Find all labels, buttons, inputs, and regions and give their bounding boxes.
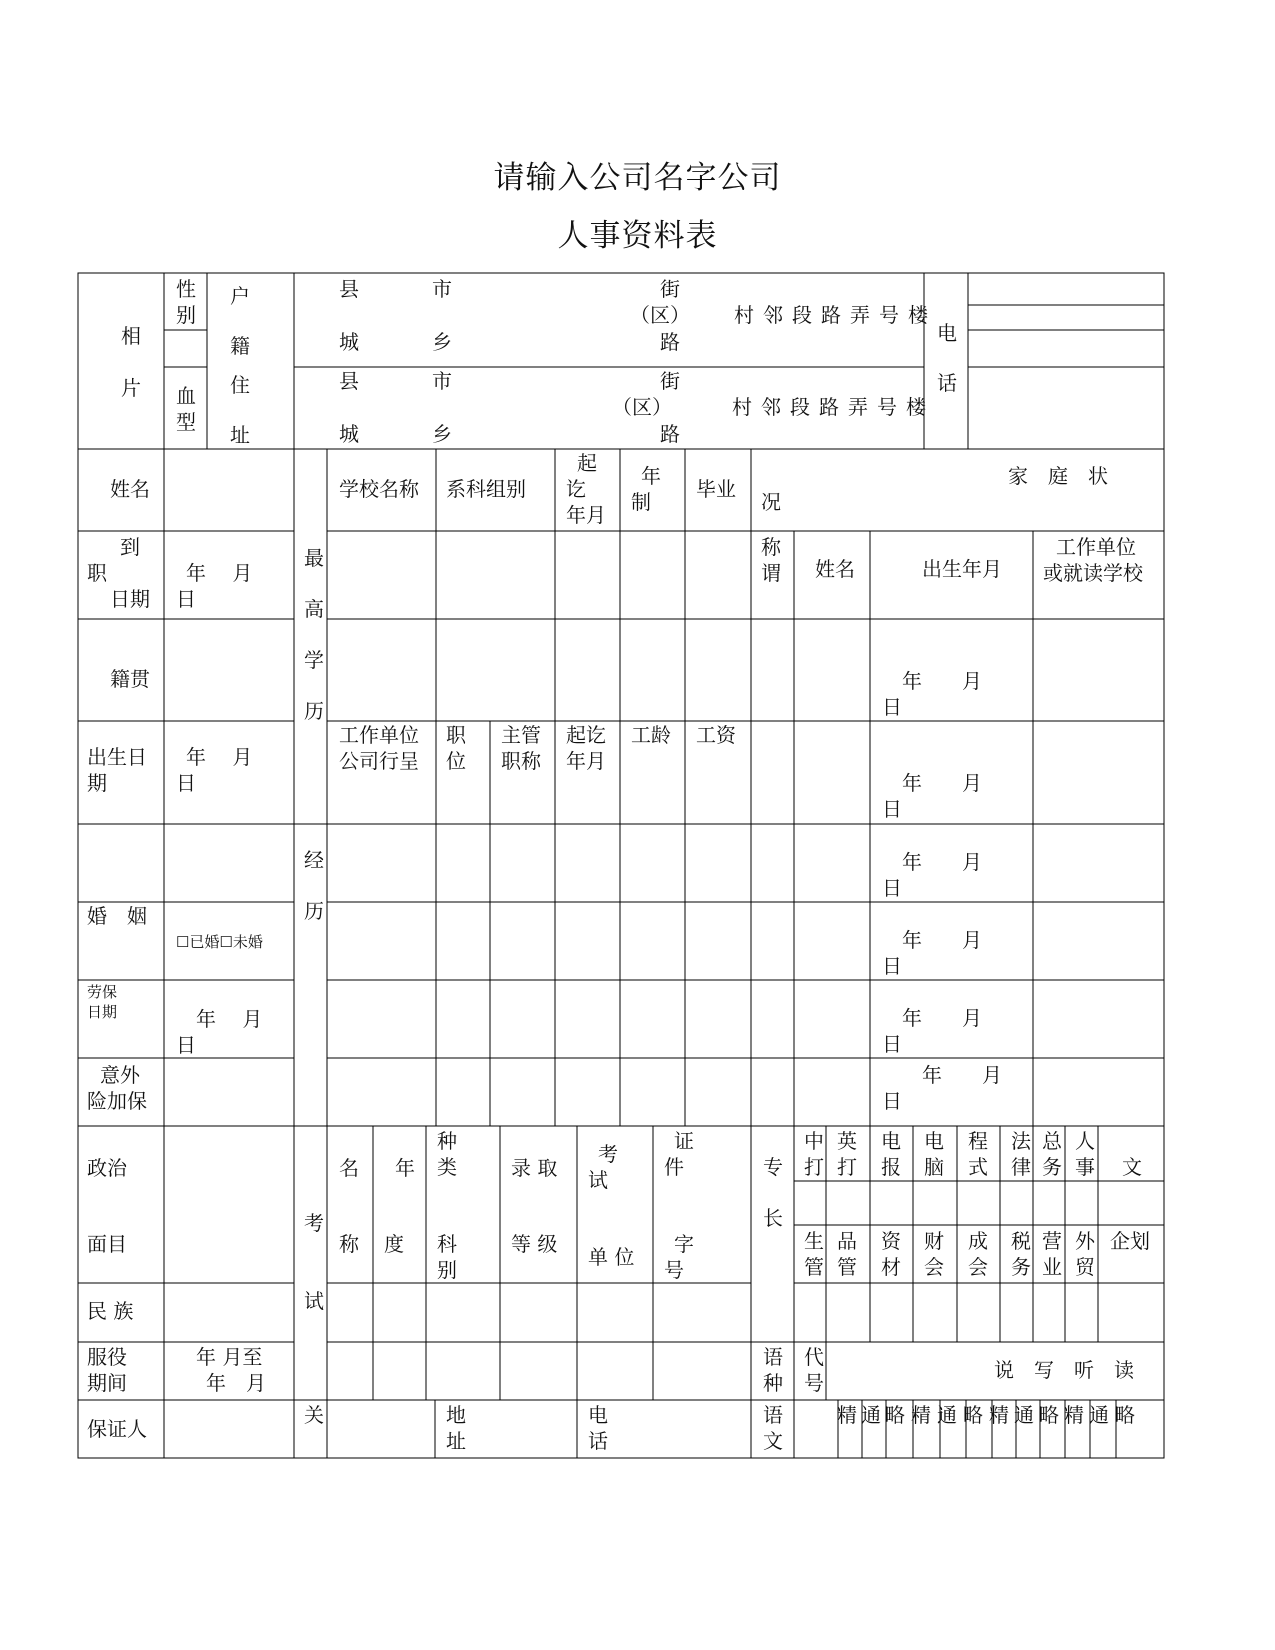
accident-insurance-label: 意外	[100, 1063, 140, 1087]
language-abilities: 说 写 听 读	[994, 1358, 1134, 1382]
exam-certificate-header: 字	[674, 1232, 694, 1256]
address-city: 市	[432, 369, 452, 393]
birth-date-value: 年 月	[186, 745, 253, 769]
skills-label: 长	[763, 1206, 783, 1230]
family-birth-value: 日	[882, 1089, 902, 1113]
arrival-date-label: 职	[87, 561, 107, 585]
skill-item: 打	[804, 1155, 824, 1179]
salary-header: 工资	[696, 723, 736, 747]
arrival-date-label: 日期	[110, 587, 150, 611]
military-service-label: 服役	[87, 1345, 127, 1369]
family-birth-value: 年 月	[902, 669, 982, 693]
period-header: 年月	[566, 503, 606, 527]
residence-label: 址	[230, 423, 250, 447]
skill-item: 管	[804, 1255, 824, 1279]
graduation-header: 毕业	[696, 477, 736, 501]
residence-label: 住	[230, 373, 250, 397]
blood-type-label: 型	[176, 410, 196, 434]
skill-item: 材	[881, 1255, 901, 1279]
exam-year-header: 度	[384, 1232, 404, 1256]
family-birth-header: 出生年月	[922, 557, 1002, 581]
family-status-header: 家 庭 状	[1008, 464, 1108, 488]
experience-section-label: 经	[304, 848, 324, 872]
photo-label: 相	[121, 324, 141, 348]
household-label: 籍	[230, 334, 250, 358]
skills-label: 专	[763, 1155, 783, 1179]
job-position-header: 职	[446, 723, 466, 747]
exam-kind-header: 科	[437, 1232, 457, 1256]
education-section-label: 高	[304, 597, 324, 621]
language-kind-label: 种	[763, 1371, 783, 1395]
skill-item: 程	[968, 1129, 988, 1153]
language-level: 略	[1039, 1403, 1059, 1427]
education-section-label: 历	[304, 699, 324, 723]
work-company-header: 公司行呈	[339, 749, 419, 773]
marriage-options[interactable]: ☐已婚☐未婚	[176, 933, 263, 951]
phone-label: 电	[937, 321, 957, 345]
language-code-label: 号	[804, 1371, 824, 1395]
birth-date-value: 日	[176, 771, 196, 795]
arrival-date-value: 日	[176, 587, 196, 611]
blood-type-label: 血	[176, 384, 196, 408]
job-position-header: 位	[446, 749, 466, 773]
language-level: 略	[1115, 1403, 1135, 1427]
period-header: 起	[577, 451, 597, 475]
language-level: 通	[1089, 1403, 1109, 1427]
job-title-header: 主管	[501, 723, 541, 747]
education-section-label: 学	[304, 648, 324, 672]
skill-item: 业	[1042, 1255, 1062, 1279]
address-district: （区）	[630, 303, 690, 327]
military-service-label: 期间	[87, 1371, 127, 1395]
skill-item: 成	[968, 1229, 988, 1253]
form-title: 人事资料表	[557, 218, 718, 254]
name-label: 姓名	[110, 477, 150, 501]
family-birth-value: 年 月	[902, 850, 982, 874]
language-code-label: 代	[804, 1345, 824, 1369]
labor-insurance-date: 日	[176, 1033, 196, 1057]
skill-item: 管	[837, 1255, 857, 1279]
skill-item: 营	[1042, 1229, 1062, 1253]
skill-item: 企划	[1110, 1229, 1150, 1253]
relation-label: 关	[304, 1403, 324, 1427]
family-birth-value: 日	[882, 1032, 902, 1056]
guarantor-phone-label: 话	[588, 1429, 608, 1453]
marriage-label: 婚 姻	[87, 904, 147, 928]
guarantor-phone-label: 电	[588, 1403, 608, 1427]
seniority-header: 工龄	[631, 723, 671, 747]
work-company-header: 工作单位	[339, 723, 419, 747]
relation-header: 谓	[761, 561, 781, 585]
company-name: 请输入公司名字公司	[493, 160, 782, 196]
exam-section-label: 试	[304, 1289, 324, 1313]
period-header: 讫	[566, 477, 586, 501]
military-service-value: 年 月至	[196, 1345, 263, 1369]
exam-certificate-header: 件	[664, 1155, 684, 1179]
family-work-header: 或就读学校	[1043, 561, 1143, 585]
guarantor-label: 保证人	[87, 1417, 147, 1441]
political-status-label: 政治	[87, 1156, 127, 1180]
relation-header: 称	[761, 535, 781, 559]
address-county: 县	[339, 369, 359, 393]
guarantor-address-label: 址	[446, 1429, 466, 1453]
language-level: 通	[1014, 1403, 1034, 1427]
exam-unit-header: 单 位	[588, 1245, 635, 1269]
skill-item: 资	[881, 1229, 901, 1253]
language-level: 精	[1064, 1403, 1084, 1427]
language-level: 精	[989, 1403, 1009, 1427]
arrival-date-value: 年 月	[186, 561, 253, 585]
language-text-label: 文	[763, 1429, 783, 1453]
exam-section-label: 考	[304, 1211, 324, 1235]
family-name-header: 姓名	[815, 557, 855, 581]
language-level: 精	[837, 1403, 857, 1427]
address-county: 县	[339, 277, 359, 301]
exam-certificate-header: 证	[674, 1129, 694, 1153]
skill-item: 生	[804, 1229, 824, 1253]
labor-insurance-label: 日期	[87, 1003, 118, 1021]
address-street: 街	[660, 277, 680, 301]
skill-item: 贸	[1075, 1255, 1095, 1279]
school-name-header: 学校名称	[339, 477, 419, 501]
address-township: 乡	[432, 330, 452, 354]
military-service-value: 年 月	[206, 1371, 266, 1395]
skill-item: 打	[837, 1155, 857, 1179]
address-road: 路	[660, 422, 680, 446]
exam-unit-header: 考	[598, 1142, 618, 1166]
photo-label: 片	[121, 376, 141, 400]
job-title-header: 职称	[501, 749, 541, 773]
labor-insurance-date: 年 月	[196, 1007, 263, 1031]
experience-section-label: 历	[304, 899, 324, 923]
family-birth-value: 年 月	[922, 1063, 1002, 1087]
family-birth-value: 日	[882, 797, 902, 821]
skill-item: 电	[881, 1129, 901, 1153]
skill-item: 人	[1075, 1129, 1095, 1153]
address-township: 乡	[432, 422, 452, 446]
exam-name-header: 称	[339, 1232, 359, 1256]
department-header: 系科组别	[446, 477, 526, 501]
skill-item: 式	[968, 1155, 988, 1179]
address-village-line: 村邻段路弄号楼	[734, 303, 937, 327]
guarantor-address-label: 地	[446, 1403, 466, 1427]
skill-item: 法	[1011, 1129, 1031, 1153]
address-street: 街	[660, 369, 680, 393]
language-level: 略	[885, 1403, 905, 1427]
gender-label: 别	[176, 303, 196, 327]
education-section-label: 最	[304, 546, 324, 570]
language-level: 精	[911, 1403, 931, 1427]
family-birth-value: 日	[882, 876, 902, 900]
family-birth-value: 日	[882, 695, 902, 719]
labor-insurance-label: 劳保	[87, 983, 118, 1001]
skill-item: 财	[924, 1229, 944, 1253]
exam-year-header: 年	[395, 1156, 415, 1180]
language-level: 通	[861, 1403, 881, 1427]
exam-certificate-header: 号	[664, 1258, 684, 1282]
exam-kind-header: 别	[437, 1258, 457, 1282]
family-status-header: 况	[761, 490, 781, 514]
native-place-label: 籍贯	[110, 667, 150, 691]
language-level: 略	[963, 1403, 983, 1427]
family-birth-value: 年 月	[902, 771, 982, 795]
skill-item: 品	[837, 1229, 857, 1253]
address-village-line: 村邻段路弄号楼	[732, 395, 935, 419]
exam-grade-header: 等 级	[511, 1232, 558, 1256]
family-work-header: 工作单位	[1056, 535, 1136, 559]
address-town: 城	[339, 422, 359, 446]
work-period-header: 起讫	[566, 723, 606, 747]
skill-item: 报	[881, 1155, 901, 1179]
birth-date-label: 出生日	[87, 745, 147, 769]
study-years-header: 年	[641, 464, 661, 488]
skill-item: 英	[837, 1129, 857, 1153]
skill-item: 务	[1042, 1155, 1062, 1179]
skill-item: 会	[968, 1255, 988, 1279]
exam-unit-header: 试	[588, 1168, 608, 1192]
family-birth-value: 年 月	[902, 1006, 982, 1030]
language-level: 通	[937, 1403, 957, 1427]
arrival-date-label: 到	[120, 535, 140, 559]
language-text-label: 语	[763, 1403, 783, 1427]
phone-label: 话	[937, 371, 957, 395]
skill-item: 文	[1122, 1155, 1142, 1179]
birth-date-label: 期	[87, 771, 107, 795]
skill-item: 总	[1042, 1129, 1062, 1153]
work-period-header: 年月	[566, 749, 606, 773]
exam-grade-header: 录 取	[511, 1156, 558, 1180]
ethnicity-label: 民 族	[87, 1299, 134, 1323]
gender-label: 性	[176, 277, 196, 301]
household-label: 户	[230, 284, 250, 308]
family-birth-value: 日	[882, 954, 902, 978]
address-district: （区）	[612, 395, 672, 419]
study-years-header: 制	[631, 490, 651, 514]
skill-item: 务	[1011, 1255, 1031, 1279]
exam-name-header: 名	[339, 1156, 359, 1180]
skill-item: 电	[924, 1129, 944, 1153]
skill-item: 律	[1011, 1155, 1031, 1179]
language-kind-label: 语	[763, 1345, 783, 1369]
exam-kind-header: 类	[437, 1155, 457, 1179]
address-town: 城	[339, 330, 359, 354]
skill-item: 事	[1075, 1155, 1095, 1179]
skill-item: 外	[1075, 1229, 1095, 1253]
accident-insurance-label: 险加保	[87, 1089, 147, 1113]
exam-kind-header: 种	[437, 1129, 457, 1153]
skill-item: 会	[924, 1255, 944, 1279]
skill-item: 税	[1011, 1229, 1031, 1253]
political-status-label: 面目	[87, 1232, 127, 1256]
address-city: 市	[432, 277, 452, 301]
skill-item: 中	[804, 1129, 824, 1153]
family-birth-value: 年 月	[902, 928, 982, 952]
address-road: 路	[660, 330, 680, 354]
skill-item: 脑	[924, 1155, 944, 1179]
